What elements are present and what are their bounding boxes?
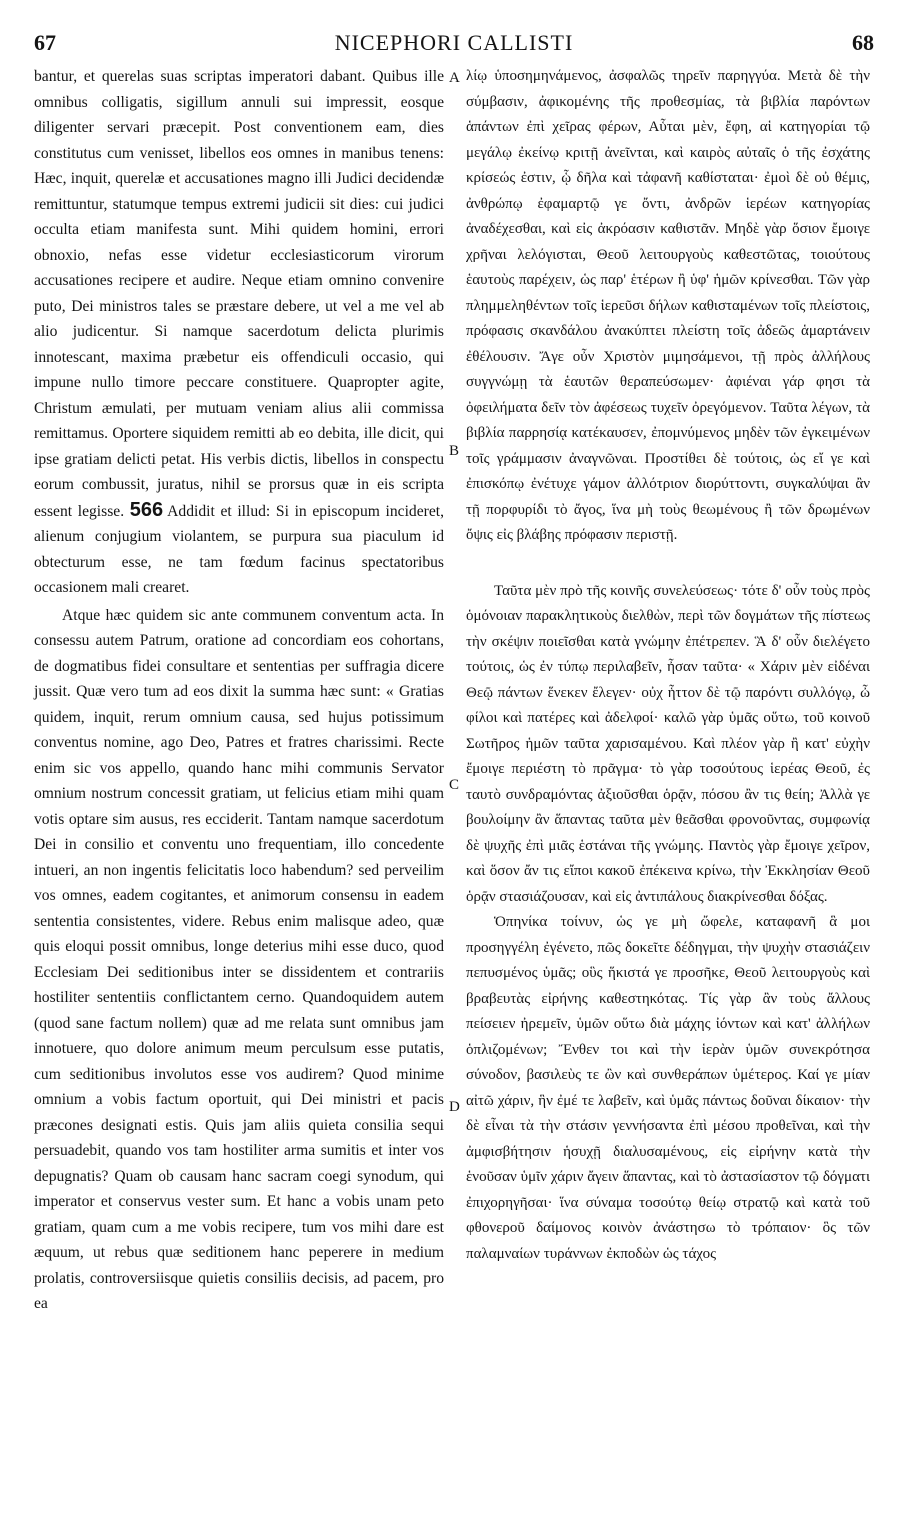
- page-number-right: 68: [852, 30, 874, 55]
- greek-column: [466, 64, 870, 1267]
- margin-letter-c: C: [449, 777, 460, 793]
- greek-paragraph-2: Ταῦτα μὲν πρὸ τῆς κοινῆς συνελεύσεως· τότε δ' οὖν τοὺς πρὸς ὁμόνοιαν παρακλητικοὺς διελθὼν, περὶ τῶν δογμάτων τῆς πίστεως τὴν σκέψιν ποιεῖσθαι κατὰ γνώμην ἐπέτρεπεν. Ἃ δ' οὖν διελέγετο τούτοις, ὡς ἐν τύπῳ περιλαβεῖν, ἦσαν ταῦτα· « Χάριν μὲν εἰδέναι Θεῷ πάντων ἕνεκεν ἔλεγεν· οὐχ ἧττον δὲ τῷ παρόντι συλλόγῳ, ὦ φίλοι καὶ πατέρες καὶ ἀδελφοί· καλῶ γὰρ ὑμᾶς οὕτω, τοῦ κοινοῦ Σωτῆρος ἡμῶν ταῦτα χαρισαμένου. Καὶ πλέον γὰρ ἢ κατ' εὐχὴν ἔμοιγε περιέστη τὸ πρᾶγμα· τὸ γὰρ τοσούτους ἱερέας Θεοῦ, ἐς ταυτὸ συνδραμόντας ἀξιοῦσθαι ὁρᾷν, πόσου ἂν τις θείη; Ἀλλὰ γε βουλοίμην ἂν ἅπαντας ταῦτα μὲν θεᾶσθαι φρονοῦντας, συμφωνίᾳ δὲ ψυχῆς ἐπὶ μιᾶς ἑστάναι τῆς γνώμης. Παντὸς γὰρ ἔμοιγε χεῖρον, καὶ ὅσον ἄν τις εἴποι κακοῦ ἐπέκεινα κρίνω, τὴν Ἐκκλησίαν Θεοῦ ὁρᾷν στασιάζουσαν, καὶ εἰς ἀντιπάλους διακρίνεσθαι δόξας.: [466, 582, 870, 905]
- column-number-marker: 566: [129, 498, 164, 521]
- latin-paragraph-1: [34, 64, 444, 601]
- page-number-left: 67: [34, 30, 56, 55]
- latin-paragraph-1-text: bantur, et querelas suas scriptas imperatori dabant. Quibus ille omnibus colligatis, sigillum annuli sui impressit, eosque diligenter servari præcepit. Post conventionem eam, dies constitutus cum venisset, libellos eos omnes in manibus tenens: Hæc, inquit, querelæ et accusationes magno illi Judici decidendæ remittuntur, statumque tempus extremi judicii sit dies: cui judici occulta etiam manifesta sunt. Mihi quidem homini, errori obnoxio, nefas esse videtur ecclesiasticorum virorum accusationes recipere et audire. Neque etiam omnino convenire puto, Dei ministros tales se præstare debere, ut vel a me vel ab alio judicentur. Si namque sacerdotum delicta plurimis innotescant, maxima præbetur eis offendiculi occasio, qui impune nullo timore peccare constituere. Quapropter agite, Christum æmulati, per mutuam veniam alius alii commissa remittamus. Oportere siquidem remitti ab eo debita, ille dicit, qui ipse gratiam delicti petat. His verbis dictis, libellos in conspectu eorum combussit, juratus, nihil se prorsus quæ in eis scripta essent legisse.: [34, 68, 444, 520]
- margin-letter-a: A: [449, 70, 460, 86]
- greek-paragraph-1: λίῳ ὑποσημηνάμενος, ἀσφαλῶς τηρεῖν παρηγγύα. Μετὰ δὲ τὴν σύμβασιν, ἀφικομένης τῆς προθεσμίας, τὰ βιβλία παρόντων ἁπάντων ἐπὶ χεῖρας φέρων, Αὗται μὲν, ἔφη, αἱ κατηγορίαι τῷ μεγάλῳ ἐκείνῳ κριτῇ ἀνεῖνται, καὶ καιρὸς αὐταῖς ὁ τῆς ἐσχάτης κρίσεώς ἐστιν, ᾧ δῆλα καὶ τἀφανῆ καθίσταται· ἐμοὶ δὲ οὐ θέμις, ἀνθρώπῳ ἐφαμαρτῷ γε ὄντι, ἀνδρῶν ἱερέων κατηγορίας ἀναδέχεσθαι, καὶ εἰς ἀκρόασιν καθιστᾶν. Μηδὲ γὰρ ὅσιον ἔμοιγε χρῆναι λελόγισται, Θεοῦ λειτουργοὺς καθεστῶτας, τοιούτους ἑαυτοὺς παρέχειν, ὡς παρ' ἑτέρων ἢ ὑφ' ἡμῶν κρίνεσθαι. Τῶν γὰρ πλημμεληθέντων τοῖς ἱερεῦσι δήλων καθισταμένων τοῖς πλείστοις, πρόφασις σκανδάλου ἀνακύπτει πλείστη τοῖς ἀδεῶς ἁμαρτάνειν ἐθέλουσιν. Ἄγε οὖν Χριστὸν μιμησάμενοι, τῇ πρὸς ἀλλήλους συγγνώμῃ τὰ ἑαυτῶν θεραπεύσωμεν· ἀφιέναι γάρ φησι τὰ ὀφειλήματα δεῖν τὸν ἀφέσεως τυχεῖν ὀρεγόμενον. Ταῦτα λέγων, τὰ βιβλία παρρησίᾳ κατέκαυσεν, ἐπομνύμενος μηδὲν τῶν ἐγκειμένων τοῖς γράμμασιν ἀναγνῶναι. Προστίθει δὲ τούτοις, ὡς εἴ γε καὶ ἐπισκόπῳ ἐνέτυχε γάμον ἀλλότριον διορύττοντι, συγκαλύψαι ἂν τῇ πορφυρίδι τὸ ἄγος, ἵνα μὴ τοὺς θεωμένους ἢ τῶν δρωμένων ὄψις εἰς βλάβης πρόφασιν περιστῇ.: [466, 68, 870, 543]
- latin-paragraph-2: Atque hæc quidem sic ante communem conventum acta. In consessu autem Patrum, oratione ad concordiam eos cohortans, de dogmatibus fidei consultare et sententias per suffragia dicere jussit. Quæ vero tum ad eos dixit la summa hæc sunt: « Gratias quidem, inquit, rerum omnium causa, sed hujus potissimum conventus nomine, ago Deo, Patres et fratres charissimi. Recte enim sic vos appello, quando hanc mihi communis Servator omnium nostrum concessit gratiam, ut felicius etiam mihi quam votis optare sim ausus, res ecciderit. Tantam namque sacerdotum Dei in consilio et conventu uno frequentiam, illo concedente intueri, an non ingentis felicitatis loco habendum? sed perveilim vos omnes, eadem cogitantes, et animorum consensu in eadem sententia consistentes, videre. Rebus enim malisque adeo, quæ quis eloqui possit omnibus, longe deterius mihi esse duco, quod Ecclesiam Dei seditionibus inter se dissidentem et contrariis hostiliter sententiis conflictantem cerno. Quandoquidem autem (quod sane factum nollem) quæ ad me relata sunt omnibus jam innotuere, quo dolore animum meum perculsum esse putatis, cum seditionibus involutos esse vos audirem? Quod minime omnium a vobis factum oportuit, qui Dei ministri et pacis præcones designati estis. Quis jam aliis quieta consilia sequi persuadebit, quando vos tam hostiliter arma sumitis et inter vos depugnatis? Quam ob causam hanc sacram coegi synodum, qui imperator et conservus vester sum. Et hanc a vobis unam peto gratiam, quam cum a me vobis recipere, tum vos mihi dare est æquum, ut rebus quæ seditionem hanc peperere in medium prolatis, controversiisque quietis consiliis decisis, ad pacem, pro ea: [34, 606, 444, 1312]
- latin-column: [34, 64, 444, 1317]
- margin-letter-b: B: [449, 443, 460, 459]
- greek-paragraph-3: Ὁπηνίκα τοίνυν, ὡς γε μὴ ὤφελε, καταφανῆ ἃ μοι προσηγγέλη ἐγένετο, πῶς δοκεῖτε δέδηγμαι, τὴν ψυχὴν στασιάζειν πεπυσμένος ὑμᾶς; οὓς ἥκιστά γε προσῆκε, Θεοῦ λειτουργοὺς καὶ βραβευτὰς εἰρήνης καθεστηκότας. Τίς γὰρ ἂν τοὺς ἄλλους πείσειεν ἠρεμεῖν, ὑμῶν οὕτω διὰ μάχης ἰόντων καὶ κατ' ἀλλήλων ὁπλιζομένων; Ἔνθεν τοι καὶ τὴν ἱερὰν ὑμῶν συνεκρότησα σύνοδον, βασιλεὺς τε ὢν καὶ συνθεράπων ὑμέτερος. Καί γε μίαν αἰτῶ χάριν, ἣν ἐμέ τε λαβεῖν, καὶ ὑμᾶς πάντως δοῦναι δίκαιον· τὴν δὲ εἶναι τὰ τὴν στάσιν γεννήσαντα ἐπὶ μέσου προθεῖναι, καὶ τὴν ἀμφισβήτησιν ἡσυχῇ διαλυσαμένους, εἰς εἰρήνην κατὰ τὴν ἑνοῦσαν ὑμῖν χάριν ἄγειν ἅπαντας, καὶ τὸ ἀστασίαστον τῷ δόγματι ἐπιχορηγῆσαι· ἵνα σύναμα τοσούτῳ θείῳ στρατῷ καὶ κατὰ τοῦ φθονεροῦ δαίμονος κοινὸν ἀνάστησω τὸ τρόπαιον· ὃς τῶν παλαμναίων τυράννων ἐκποδὼν ὡς τάχος: [466, 914, 870, 1262]
- page-header: [34, 30, 874, 60]
- margin-letter-d: D: [449, 1099, 460, 1115]
- latin-paragraph-1-tail: Addidit et illud: Si in episcopum incideret, alienum conjugium violantem, se purpura sua piaculum id obtecturum esse, ne tam fœdum facinus spectatoribus occasionem mali crearet.: [34, 502, 444, 596]
- running-title: NICEPHORI CALLISTI: [334, 30, 574, 55]
